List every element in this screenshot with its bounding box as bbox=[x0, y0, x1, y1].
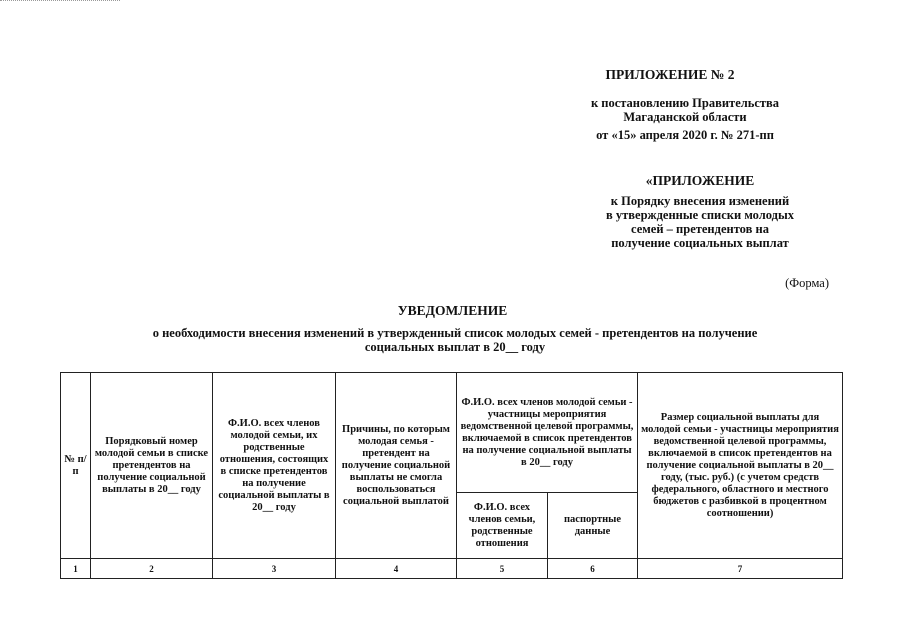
header-family-members: Ф.И.О. всех членов молодой семьи, их родственные отношения, состоящих в списке претендентов на получение социальной выплаты в 20__ году bbox=[213, 373, 336, 559]
form-label: (Форма) bbox=[785, 276, 829, 290]
document-subtitle bbox=[60, 326, 850, 354]
column-number: 6 bbox=[548, 559, 638, 579]
document-title: УВЕДОМЛЕНИЕ bbox=[397, 303, 508, 318]
subheader-family-names: Ф.И.О. всех членов семьи, родственные отношения bbox=[457, 493, 548, 559]
document-subtitle-line: о необходимости внесения изменений в утвержденный список молодых семей - претендентов на получение bbox=[152, 326, 758, 340]
inner-appendix-line: в утвержденные списки молодых bbox=[606, 208, 794, 222]
document-subtitle-line: социальных выплат в 20__ году bbox=[364, 340, 546, 354]
header-reasons: Причины, по которым молодая семья - претендент на получение социальной выплаты не смогла воспользоваться социальной выплатой bbox=[336, 373, 457, 559]
appendix-date: от «15» апреля 2020 г. № 271-пп bbox=[596, 128, 774, 142]
inner-appendix-title: «ПРИЛОЖЕНИЕ bbox=[645, 173, 755, 188]
header-payment-size: Размер социальной выплаты для молодой семьи - участницы мероприятия ведомственной целевой программы, включаемой в список претендентов на получение социальной выплаты в 20__ году, (тыс. руб.) (с учетом средств федерального, областного и местного бюджетов с разбивкой в процентном соотношении) bbox=[638, 373, 843, 559]
header-program-participants: Ф.И.О. всех членов молодой семьи - участницы мероприятия ведомственной целевой программы, включаемой в список претендентов на получение социальной выплаты в 20__ году bbox=[457, 373, 638, 493]
inner-appendix-reference bbox=[570, 194, 830, 250]
scan-artifact bbox=[0, 0, 120, 4]
notification-table bbox=[60, 372, 843, 579]
appendix-ref-line: к постановлению Правительства bbox=[590, 96, 780, 110]
inner-appendix-line: получение социальных выплат bbox=[611, 236, 789, 250]
column-number: 7 bbox=[638, 559, 843, 579]
inner-appendix-line: к Порядку внесения изменений bbox=[610, 194, 790, 208]
header-order-number: Порядковый номер молодой семьи в списке претендентов на получение социальной выплаты в 20__ году bbox=[91, 373, 213, 559]
header-row-number: № п/п bbox=[61, 373, 91, 559]
appendix-reference bbox=[560, 96, 810, 124]
column-number: 5 bbox=[457, 559, 548, 579]
column-number: 2 bbox=[91, 559, 213, 579]
subheader-passport-data: паспортные данные bbox=[548, 493, 638, 559]
column-number: 3 bbox=[213, 559, 336, 579]
inner-appendix-line: семей – претендентов на bbox=[631, 222, 769, 236]
column-number: 4 bbox=[336, 559, 457, 579]
appendix-ref-line: Магаданской области bbox=[623, 110, 747, 124]
appendix-title: ПРИЛОЖЕНИЕ № 2 bbox=[605, 67, 735, 82]
column-number: 1 bbox=[61, 559, 91, 579]
column-number-row bbox=[61, 559, 843, 579]
